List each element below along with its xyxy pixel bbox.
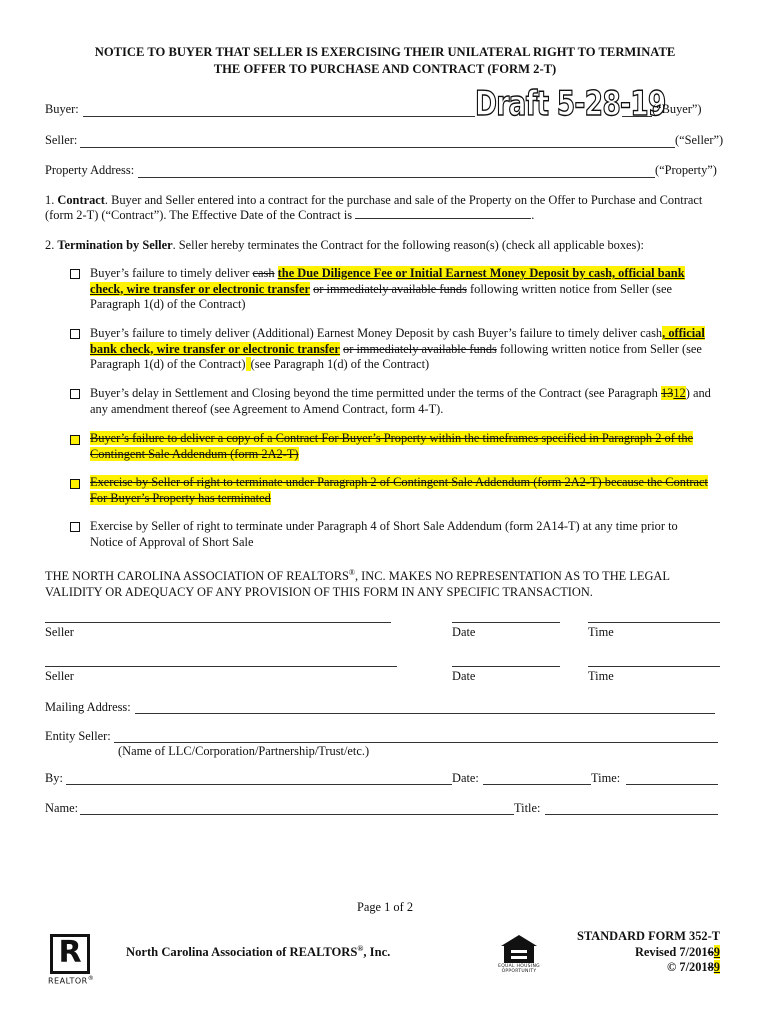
by-label: By: xyxy=(45,771,63,785)
seller2-date-line[interactable] xyxy=(452,666,560,667)
buyer-field[interactable] xyxy=(83,116,475,117)
reason6-checkbox[interactable] xyxy=(70,522,80,532)
name-field[interactable] xyxy=(80,814,514,815)
by-date-label: Date: xyxy=(452,771,479,785)
seller2-signature-line[interactable] xyxy=(45,666,397,667)
seller1-signature-line[interactable] xyxy=(45,622,391,623)
equal-housing-icon: EQUAL HOUSING OPPORTUNITY xyxy=(498,934,540,976)
seller1-time-line[interactable] xyxy=(588,622,720,623)
form-title-line2: THE OFFER TO PURCHASE AND CONTRACT (FORM 2-T) xyxy=(213,62,557,76)
buyer-label: Buyer: xyxy=(45,102,79,116)
seller-field[interactable] xyxy=(80,147,675,148)
entity-seller-label: Entity Seller: xyxy=(45,729,111,743)
seller-suffix: (“Seller”) xyxy=(675,133,724,147)
section-termination: 2. Termination by Seller. Seller hereby terminates the Contract for the following reason(s) (check all applicable boxes): xyxy=(45,238,644,252)
realtor-logo-text: REALTOR® xyxy=(48,975,95,986)
reason4-text: Buyer’s failure to deliver a copy of a Contract For Buyer’s Property within the timeframes specified in Paragraph 2 of the Contingent Sale Addendum (form 2A2-T) xyxy=(90,431,694,461)
reason6-text: Exercise by Seller of right to terminate under Paragraph 4 of Short Sale Addendum (form 2A14-T) at any time prior to Notice of Approval of Short Sale xyxy=(90,519,678,549)
reason5-text: Exercise by Seller of right to terminate under Paragraph 2 of Contingent Sale Addendum (form 2A2-T) because the Contract For Buyer’s Property has terminated xyxy=(90,475,708,505)
seller-label: Seller: xyxy=(45,133,78,147)
reason1-text: Buyer’s failure to timely deliver cash the Due Diligence Fee or Initial Earnest Money Deposit by cash, official bank check, wire transfer or electronic transfer or immediately available funds following written notice from Seller (see Paragraph 1(d) of the Contract) xyxy=(90,266,685,311)
mailing-address-field[interactable] xyxy=(135,713,715,714)
entity-seller-note: (Name of LLC/Corporation/Partnership/Trust/etc.) xyxy=(118,744,370,758)
page-number: Page 1 of 2 xyxy=(356,900,414,914)
buyer-field-end xyxy=(622,116,652,117)
reason3-checkbox[interactable] xyxy=(70,389,80,399)
by-time-label: Time: xyxy=(591,771,621,785)
seller2-time-label: Time xyxy=(588,669,614,683)
section-contract: 1. Contract. Buyer and Seller entered into a contract for the purchase and sale of the Property on the Offer to Purchase and Contract xyxy=(45,193,703,207)
disclaimer: THE NORTH CAROLINA ASSOCIATION OF REALTORS®, INC. MAKES NO REPRESENTATION AS TO THE LEGAL VALIDITY OR ADEQUACY OF ANY PROVISION OF THIS FORM IN ANY SPECIFIC TRANSACTION. xyxy=(45,568,670,599)
form-title-line1: NOTICE TO BUYER THAT SELLER IS EXERCISING THEIR UNILATERAL RIGHT TO TERMINATE xyxy=(94,45,676,59)
reason5-checkbox[interactable] xyxy=(70,479,80,489)
name-label: Name: xyxy=(45,801,79,815)
seller2-label: Seller xyxy=(45,669,74,683)
reason4-checkbox[interactable] xyxy=(70,435,80,445)
entity-seller-field[interactable] xyxy=(114,742,718,743)
title-label: Title: xyxy=(514,801,541,815)
section-contract-line2: (form 2-T) (“Contract”). The Effective Date of the Contract is . xyxy=(45,208,535,222)
form-identifier: STANDARD FORM 352-T Revised 7/20169 © 7/20189 xyxy=(577,929,720,974)
property-address-label: Property Address: xyxy=(45,163,135,177)
section-contract-heading: Contract xyxy=(57,193,105,207)
by-time-field[interactable] xyxy=(626,784,718,785)
realtor-logo-icon: R xyxy=(50,934,90,974)
reason3-text: Buyer’s delay in Settlement and Closing beyond the time permitted under the terms of the Contract (see Paragraph 1312) and any amendment thereof (see Agreement to Amend Contract, form 4-T). xyxy=(90,386,711,416)
reason2-text: Buyer’s failure to timely deliver (Additional) Earnest Money Deposit by cash Buyer’s failure to timely deliver cash, official bank check, wire transfer or electronic transfer or immediately available funds following written notice from Seller (see Paragraph 1(d) of the Contract) (see Paragraph 1(d) of the Contract) xyxy=(90,326,705,371)
property-address-field[interactable] xyxy=(138,177,655,178)
reason2-checkbox[interactable] xyxy=(70,329,80,339)
reason1-checkbox[interactable] xyxy=(70,269,80,279)
seller1-time-label: Time xyxy=(588,625,614,639)
seller1-date-line[interactable] xyxy=(452,622,560,623)
by-field[interactable] xyxy=(66,784,452,785)
seller2-date-label: Date xyxy=(452,669,476,683)
seller1-date-label: Date xyxy=(452,625,476,639)
seller2-time-line[interactable] xyxy=(588,666,720,667)
seller1-label: Seller xyxy=(45,625,74,639)
property-suffix: (“Property”) xyxy=(655,163,717,177)
association-name: North Carolina Association of REALTORS®, Inc. xyxy=(126,944,391,960)
draft-stamp: Draft 5-28-19 xyxy=(475,84,666,124)
by-date-field[interactable] xyxy=(483,784,591,785)
buyer-suffix: (“Buyer”) xyxy=(652,102,702,116)
mailing-address-label: Mailing Address: xyxy=(45,700,131,714)
effective-date-field[interactable] xyxy=(355,209,531,219)
section-termination-heading: Termination by Seller xyxy=(57,238,173,252)
title-field[interactable] xyxy=(545,814,718,815)
